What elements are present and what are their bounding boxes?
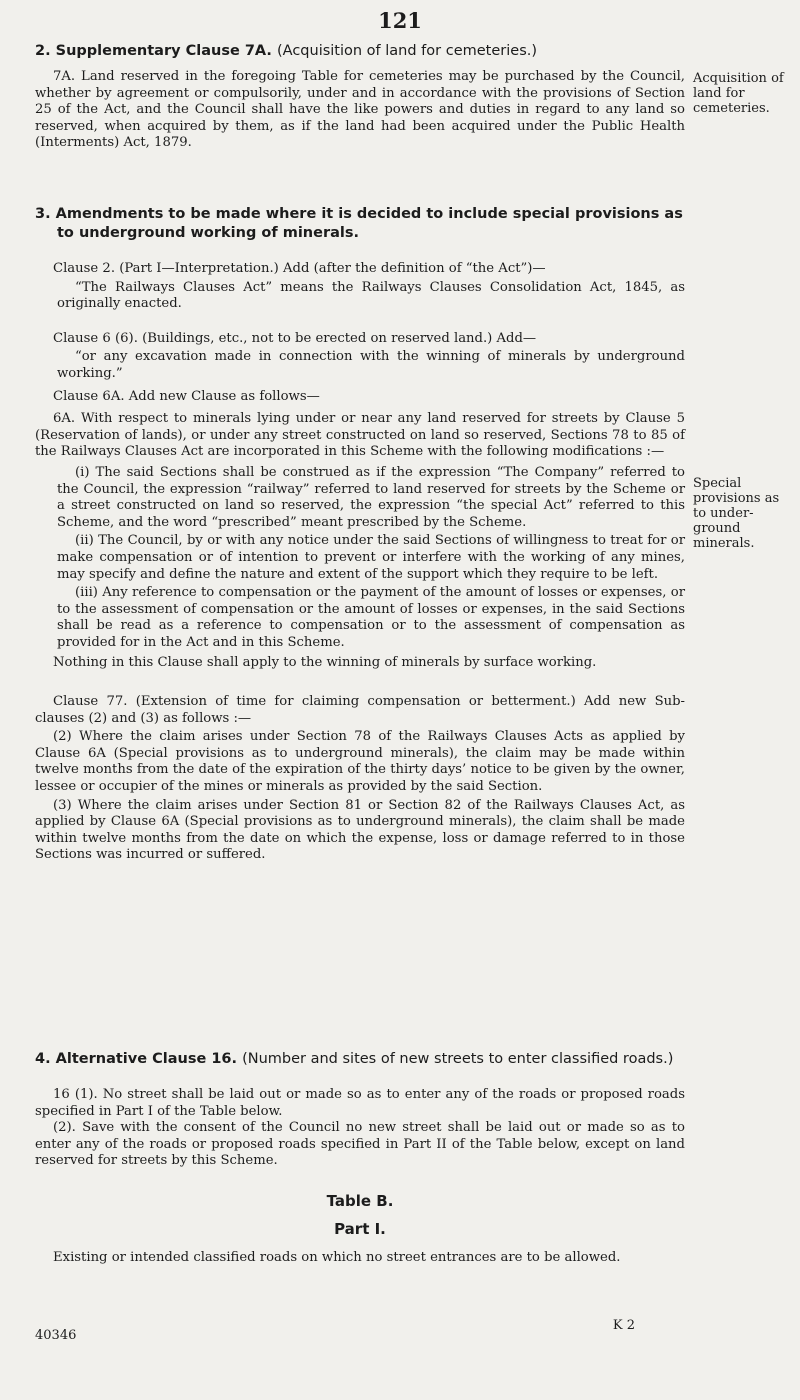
clause-2-definition: “The Railways Clauses Act” means the Railways Clauses Consolidation Act, 1845, as originally enacted. — [57, 279, 685, 312]
clause-6-intro: Clause 6 (6). (Buildings, etc., not to be erected on reserved land.) Add— — [53, 330, 537, 346]
table-b-part-1-description: Existing or intended classified roads on which no street entrances are to be allowed. — [53, 1249, 621, 1265]
clause-6a-item-ii: (ii) The Council, by or with any notice under the said Sections of willingness to treat for or make compensation or of intention to prevent or interfere with the working of any mines, may specify and define the nature and extent of the support which they require to be left. — [57, 533, 685, 582]
footer-code: 40346 — [35, 1328, 77, 1343]
section-2-heading-sub: (Acquisition of land for cemeteries.) — [277, 43, 538, 59]
clause-6a-text: 6A. With respect to minerals lying under or near any land reserved for streets by Clause 5 (Reservation of lands), or under any street constructed on land so reserved, Sections 78 to 85 of the Railways Clauses Act are incorporated in this Scheme with the following modifications :— — [35, 411, 685, 460]
clause-6a-item-i: (i) The said Sections shall be construed as if the expression “The Company” referred to the Council, the expression “railway” referred to land reserved for streets by the Scheme or a street constructed on land so reserved, the expression “the special Act” referred to this Scheme, and the word “prescribed” meant prescribed by the Scheme. — [57, 464, 685, 530]
clause-7a-paragraph: 7A. Land reserved in the foregoing Table for cemeteries may be purchased by the Council, whether by agreement or compulsorily, under and in accordance with the provisions of Section 25 of the Act, and the Council shall have the like powers and duties in regard to any land so reserved, when acquired by them, as if the land had been acquired under the Public Health (Interments) Act, 1879. — [35, 69, 685, 151]
margin-note-minerals: Special provisions as to under-ground minerals. — [693, 476, 780, 551]
clause-6a-intro: Clause 6A. Add new Clause as follows— — [53, 388, 320, 404]
section-4 — [35, 1050, 685, 1267]
clause-6a-item-iii: (iii) Any reference to compensation or the payment of the amount of losses or expenses, or to the assessment of compensation or the amount of losses or expenses, in the said Sections shall be read as a reference to compensation or to the assessment of compensation as provided for in the Act and in this Scheme. — [57, 585, 685, 650]
section-4-heading — [35, 1050, 685, 1069]
section-2-heading-title: 2. Supplementary Clause 7A. — [35, 43, 272, 59]
section-3-heading: 3. Amendments to be made where it is decided to include special provisions as to underground working of minerals. — [35, 206, 683, 241]
page-footer — [35, 1318, 635, 1343]
clause-6a-nothing: Nothing in this Clause shall apply to the winning of minerals by surface working. — [53, 655, 597, 671]
clause-77-subclause-3: (3) Where the claim arises under Section 81 or Section 82 of the Railways Clauses Act, as applied by Clause 6A (Special provisions as to underground minerals), the claim shall be made within twelve months from the date on which the expense, loss or damage referred to in those Sections was incurred or suffered. — [35, 797, 685, 863]
clause-2-intro: Clause 2. (Part I—Interpretation.) Add (after the definition of “the Act”)— — [53, 261, 546, 276]
clause-16-subclause-1: 16 (1). No street shall be laid out or made so as to enter any of the roads or proposed roads specified in Part I of the Table below. — [35, 1087, 685, 1119]
clause-77-subclause-2: (2) Where the claim arises under Section 78 of the Railways Clauses Acts as applied by Clause 6A (Special provisions as to underground minerals), the claim may be made within twelve months from the date of the expiration of the thirty days’ notice to be given by the owner, lessee or occupier of the mines or minerals as provided by the said Section. — [35, 729, 685, 795]
section-2 — [35, 42, 685, 152]
page-number: 121 — [378, 8, 422, 33]
section-4-heading-sub: (Number and sites of new streets to enter classified roads.) — [242, 1051, 674, 1067]
table-b-title: Table B. — [326, 1191, 394, 1210]
section-4-heading-title: 4. Alternative Clause 16. — [35, 1051, 238, 1067]
clause-77-intro: Clause 77. (Extension of time for claiming compensation or betterment.) Add new Sub-clauses (2) and (3) as follows :— — [35, 694, 685, 726]
clause-6-text: “or any excavation made in connection with the winning of minerals by underground working.” — [57, 349, 685, 381]
table-b-part-1-title: Part I. — [334, 1219, 386, 1238]
section-3 — [35, 205, 685, 864]
footer-signature: K 2 — [612, 1318, 635, 1333]
margin-note-cemeteries: Acquisition of land for cemeteries. — [693, 71, 784, 116]
clause-16-subclause-2: (2). Save with the consent of the Council no new street shall be laid out or made so as to enter any of the roads or proposed roads specified in Part II of the Table below, except on land reserved for streets by this Scheme. — [35, 1120, 685, 1169]
section-2-heading — [35, 42, 685, 61]
